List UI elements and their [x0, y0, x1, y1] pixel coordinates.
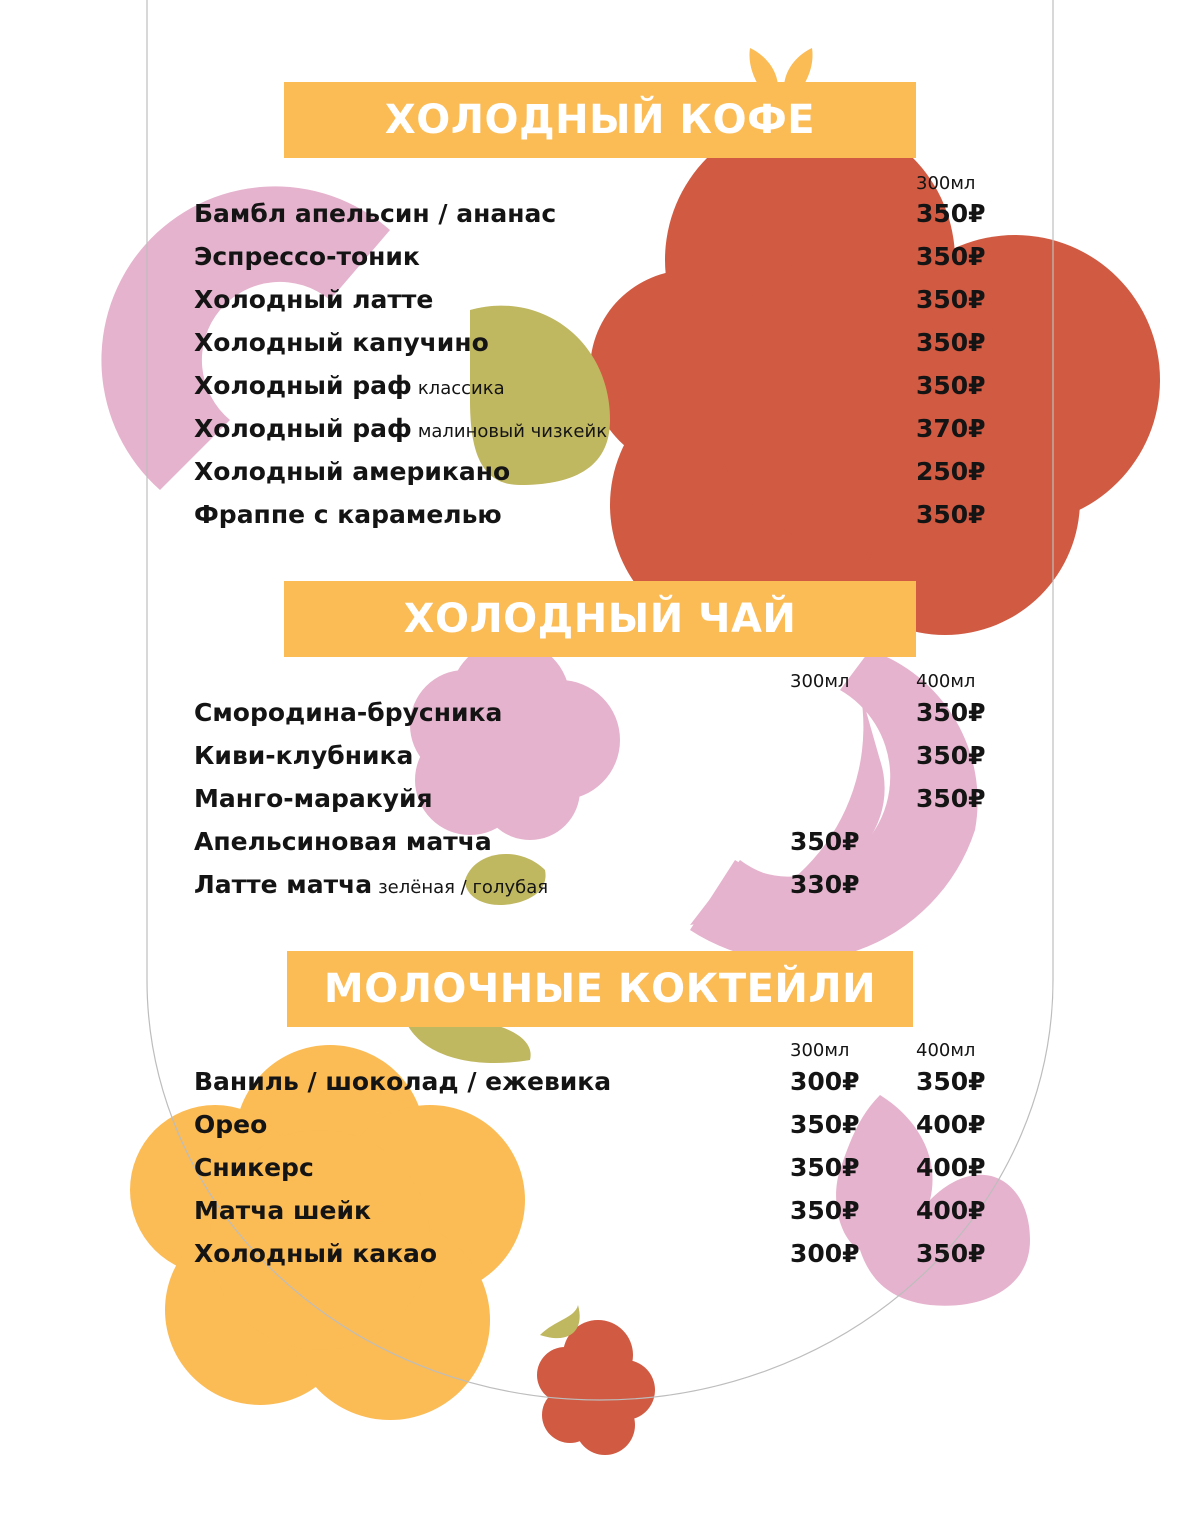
item-label: Сникерс: [194, 1153, 314, 1182]
tea-title: ХОЛОДНЫЙ ЧАЙ: [403, 596, 797, 642]
tea-item-name: [194, 784, 433, 814]
red-flower-shape: [590, 115, 1160, 640]
tea-item-name: [194, 698, 502, 728]
tea-item-price400: 350₽: [916, 698, 986, 727]
shakes-item-price400: 400₽: [916, 1196, 986, 1225]
item-label: Холодный капучино: [194, 328, 489, 357]
orange-flower-shape: [130, 1045, 525, 1420]
coffee-item-price: 350₽: [916, 371, 986, 400]
shakes-volume-300: 300мл: [790, 1040, 850, 1061]
tea-item-price400: 350₽: [916, 741, 986, 770]
coffee-item-name: [194, 199, 556, 229]
item-label: Ваниль / шоколад / ежевика: [194, 1067, 612, 1096]
item-sublabel: малиновый чизкейк: [417, 421, 608, 442]
tea-item-name: [194, 741, 413, 771]
shakes-item-price300: 350₽: [790, 1153, 860, 1182]
item-label: Матча шейк: [194, 1196, 371, 1225]
coffee-item-price: 350₽: [916, 242, 986, 271]
shakes-item-price300: 350₽: [790, 1110, 860, 1139]
shakes-item-name: [194, 1153, 314, 1183]
item-label: Холодный американо: [194, 457, 511, 486]
item-sublabel: зелёная / голубая: [378, 877, 549, 898]
item-label: Холодный какао: [194, 1239, 438, 1268]
tea-item-price400: 350₽: [916, 784, 986, 813]
item-label: Манго-маракуйя: [194, 784, 433, 813]
coffee-item-name: [194, 371, 505, 404]
coffee-header: [284, 82, 916, 158]
shakes-item-price300: 300₽: [790, 1239, 860, 1268]
shakes-item-price300: 300₽: [790, 1067, 860, 1096]
item-label: Фраппе с карамелью: [194, 500, 502, 529]
coffee-item-name: [194, 285, 433, 315]
shakes-item-name: [194, 1196, 371, 1226]
item-label: Эспрессо-тоник: [194, 242, 420, 271]
item-label: Холодный латте: [194, 285, 434, 314]
tea-item-name: [194, 870, 548, 903]
tea-volume-300: 300мл: [790, 671, 850, 692]
tea-volume-400: 400мл: [916, 671, 976, 692]
shakes-title: МОЛОЧНЫЕ КОКТЕЙЛИ: [323, 966, 877, 1012]
item-label: Орео: [194, 1110, 268, 1139]
item-label: Смородина-брусника: [194, 698, 503, 727]
pink-flower-shape: [410, 640, 620, 840]
item-label: Апельсиновая матча: [194, 827, 492, 856]
coffee-item-price: 350₽: [916, 500, 986, 529]
tea-header: [284, 581, 916, 657]
coffee-item-price: 370₽: [916, 414, 986, 443]
coffee-item-price: 350₽: [916, 285, 986, 314]
tea-item-name: [194, 827, 492, 857]
small-red-flower-shape: [537, 1320, 655, 1455]
shakes-item-name: [194, 1239, 437, 1269]
coffee-item-name: [194, 414, 607, 447]
tea-item-price300: 330₽: [790, 870, 860, 899]
shakes-item-name: [194, 1067, 611, 1097]
coffee-item-name: [194, 242, 420, 272]
tea-item-price300: 350₽: [790, 827, 860, 856]
coffee-volume-label: 300мл: [916, 173, 976, 194]
shakes-header: [287, 951, 913, 1027]
coffee-item-price: 350₽: [916, 328, 986, 357]
shakes-item-price400: 350₽: [916, 1067, 986, 1096]
item-label: Холодный раф: [194, 414, 412, 443]
shakes-item-price400: 350₽: [916, 1239, 986, 1268]
coffee-item-price: 350₽: [916, 199, 986, 228]
shakes-item-price400: 400₽: [916, 1153, 986, 1182]
coffee-item-name: [194, 500, 502, 530]
item-label: Латте матча: [194, 870, 373, 899]
item-label: Бамбл апельсин / ананас: [194, 199, 557, 228]
coffee-title: ХОЛОДНЫЙ КОФЕ: [384, 97, 816, 143]
shakes-item-price400: 400₽: [916, 1110, 986, 1139]
coffee-item-name: [194, 457, 510, 487]
item-label: Холодный раф: [194, 371, 412, 400]
shakes-volume-400: 400мл: [916, 1040, 976, 1061]
shakes-item-name: [194, 1110, 267, 1140]
coffee-item-price: 250₽: [916, 457, 986, 486]
item-label: Киви-клубника: [194, 741, 414, 770]
shakes-item-price300: 350₽: [790, 1196, 860, 1225]
coffee-item-name: [194, 328, 489, 358]
item-sublabel: классика: [417, 378, 505, 399]
